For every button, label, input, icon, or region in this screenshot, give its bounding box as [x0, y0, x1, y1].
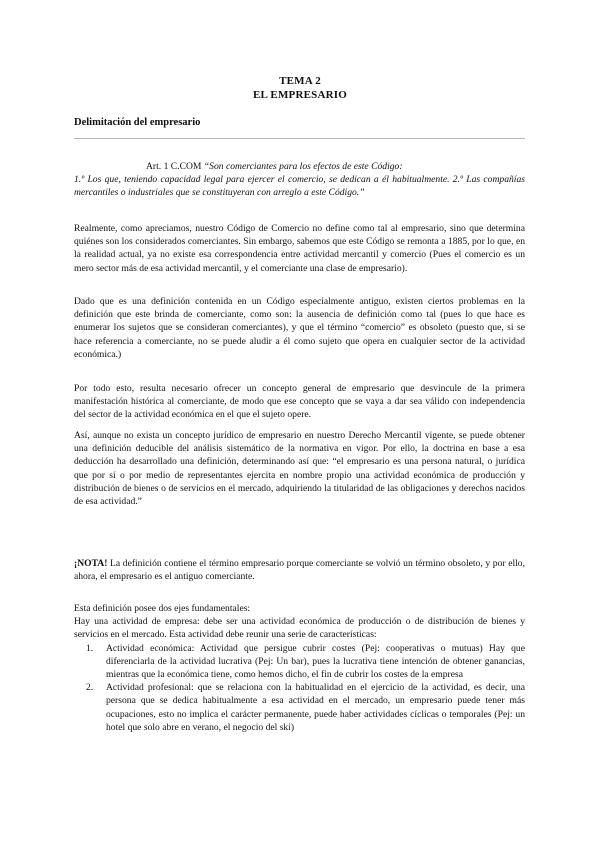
title-block: [0, 74, 600, 102]
list-item-number: 2.: [86, 682, 94, 694]
nota-label: ¡NOTA!: [74, 558, 108, 569]
paragraph-3: Por todo esto, resulta necesario ofrecer un concepto general de empresario que desvincule de la primera manifestación histórica al comerciante, de modo que ese concepto que se vaya a dar sea válido con independencia del sector de la actividad económica en el que el sujeto opere.: [74, 383, 525, 421]
article-reference: Art. 1 C.COM: [146, 161, 202, 172]
legal-quote: [74, 160, 525, 199]
definition-section: [74, 602, 525, 734]
characteristics-list: [74, 642, 525, 734]
nota-text: La definición contiene el término empresario porque comerciante se volvió un término obsoleto, y por ello, ahora, el empresario es el antiguo comerciante.: [74, 558, 525, 583]
paragraph-4: Así, aunque no exista un concepto jurídico de empresario en nuestro Derecho Mercantil vigente, se puede obtener una definición deducible del análisis sistemático de la normativa en vigor. Por ello, la doctrina en base a esa deducción ha desarrollado una definición, determinando así que: “el empresario es una persona natural, o jurídica que por sí o por medio de representantes ejercita en nombre propio una actividad económica de producción y distribución de bienes o de servicios en el mercado, adquiriendo la titularidad de las obligaciones y derechos nacidos de esa actividad.”: [74, 430, 525, 508]
paragraph-1: Realmente, como apreciamos, nuestro Código de Comercio no define como tal al empresario, sino que determina quiénes son los considerados comerciantes. Sin embargo, sabemos que este Código se remonta a 1885, por lo que, en la realidad actual, ya no existe esa correspondencia entre actividad mercantil y comercio (Pues el comercio es un mero sector más de esa actividad mercantil, y el comerciante una clase de empresario).: [74, 223, 525, 274]
list-item: [74, 681, 525, 734]
section-heading: Delimitación del empresario: [74, 117, 201, 128]
activity-intro: Hay una actividad de empresa: debe ser una actividad económica de producción o de distribución de bienes y servicios en el mercado. Esta actividad debe reunir una serie de características:: [74, 616, 525, 641]
list-item-text: Actividad económica: Actividad que persigue cubrir costes (Pej: cooperativas o mutuas) Hay que diferenciarla de la actividad lucrativa (Pej: Un bar), pues la lucrativa tiene intención de obtener ganancias, mientras que la económica tiene, como hemos dicho, el fin de cubrir los costes de la empresa: [106, 642, 525, 681]
page-title: EL EMPRESARIO: [253, 89, 347, 101]
paragraph-2: Dado que es una definición contenida en un Código especialmente antiguo, existen ciertos problemas en la definición que este brinda de comerciante, como son: la ausencia de definición como tal (pues lo que hace es enumerar los sujetos que se consideran comerciantes), y que el término “comercio” es obsoleto (puesto que, si se hace referencia a comerciante, no se puede aludir a él como sujeto que opera en cualquier sector de la actividad económica.): [74, 296, 525, 360]
topic-number: TEMA 2: [279, 75, 321, 87]
axes-intro: Esta definición posee dos ejes fundamentales:: [74, 603, 251, 614]
list-item: [74, 642, 525, 682]
quote-intro: “Son comerciantes para los efectos de este Código:: [203, 161, 403, 172]
quote-body: 1.º Los que, teniendo capacidad legal para ejercer el comercio, se dedican a él habitualmente. 2.º Las compañías mercantiles o industriales que se constituyeran con arreglo a este Código.”: [74, 174, 525, 198]
list-item-number: 1.: [86, 642, 94, 654]
divider: [74, 138, 525, 139]
list-item-text: Actividad profesional: que se relaciona con la habitualidad en el ejercicio de la actividad, es decir, una persona que se dedica habitualmente a esa actividad en el mercado, un empresario puede tener más ocupaciones, esto no implica el carácter permanente, puede haber actividades cíclicas o temporales (Pej: un hotel que solo abre en verano, el negocio del ski): [106, 682, 525, 733]
nota-paragraph: [74, 557, 525, 583]
